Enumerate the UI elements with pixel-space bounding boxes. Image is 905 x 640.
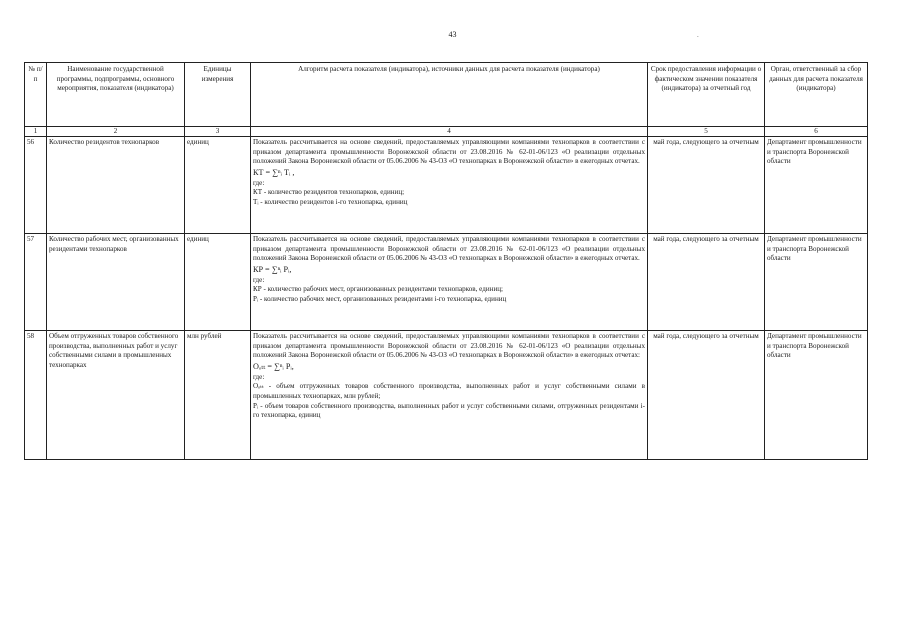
algorithm-formula: Оₒₜₜ = ∑ⁿᵢ Рᵢ, [253, 361, 294, 371]
column-number: 3 [185, 127, 251, 137]
header-deadline: Срок предоставления информации о фактическом значении показателя (индикатора) за отчетный год [648, 63, 765, 127]
header-responsible: Орган, ответственный за сбор данных для расчета показателя (индикатора) [765, 63, 868, 127]
algorithm-text: Показатель рассчитывается на основе сведений, предоставляемых управляющими компаниями технопарков в соответствии с приказом департамента промышленности Воронежской области от 23.08.2016 № 62-01-06/123 «О реализации отдельных положений Закона Воронежской области от 05.06.2006 № 43-ОЗ «О технопарках в Воронежской области» в ежегодных отчетах. [253, 235, 645, 263]
responsible-body: Департамент промышленности и транспорта Воронежской области [765, 331, 868, 460]
algorithm-formula: КР = ∑ⁿᵢ Рᵢ, [253, 264, 292, 274]
algorithm-where: где: [253, 178, 265, 187]
algorithm-where: где: [253, 372, 265, 381]
column-number: 6 [765, 127, 868, 137]
algorithm-definition: Рᵢ - объем товаров собственного производства, выполненных работ и услуг собственными силами, отгруженных резидентами i-го технопарка, единиц [253, 401, 645, 420]
indicator-deadline: май года, следующего за отчетным [648, 331, 765, 460]
indicator-table [24, 62, 868, 460]
algorithm-definition: Тᵢ - количество резидентов i-го технопарка, единиц [253, 197, 408, 206]
stray-mark: . [697, 31, 699, 39]
column-number: 1 [25, 127, 47, 137]
header-unit: Единицы измерения [185, 63, 251, 127]
table-row [25, 137, 868, 234]
row-number: 57 [25, 234, 47, 331]
algorithm-definition: КТ - количество резидентов технопарков, единиц; [253, 188, 405, 197]
indicator-unit: единиц [185, 234, 251, 331]
algorithm-text: Показатель рассчитывается на основе сведений, предоставляемых управляющими компаниями технопарков в соответствии с приказом департамента промышленности Воронежской области от 23.08.2016 № 62-01-06/123 «О реализации отдельных положений Закона Воронежской области от 05.06.2006 № 43-ОЗ «О технопарках в Воронежской области» в ежегодных отчетах. [253, 138, 645, 166]
header-number: № п/п [25, 63, 47, 127]
algorithm-definition: КР - количество рабочих мест, организованных резидентами технопарков, единиц; [253, 285, 504, 294]
header-row [25, 63, 868, 127]
indicator-unit: млн рублей [185, 331, 251, 460]
algorithm-formula: КТ = ∑ⁿᵢ Тᵢ , [253, 167, 295, 177]
column-number: 4 [251, 127, 648, 137]
header-algorithm: Алгоритм расчета показателя (индикатора), источники данных для расчета показателя (индикатора) [251, 63, 648, 127]
table-row [25, 234, 868, 331]
indicator-algorithm [251, 331, 648, 460]
indicator-deadline: май года, следующего за отчетным [648, 234, 765, 331]
indicator-deadline: май года, следующего за отчетным [648, 137, 765, 234]
column-number: 5 [648, 127, 765, 137]
responsible-body: Департамент промышленности и транспорта Воронежской области [765, 234, 868, 331]
algorithm-text: Показатель рассчитывается на основе сведений, предоставляемых управляющими компаниями технопарков в соответствии с приказом департамента промышленности Воронежской области от 23.08.2016 № 62-01-06/123 «О реализации отдельных положений Закона Воронежской области от 05.06.2006 № 43-ОЗ «О технопарках в Воронежской области» в ежегодных отчетах: [253, 332, 645, 360]
column-number: 2 [47, 127, 185, 137]
algorithm-where: где: [253, 275, 265, 284]
indicator-name: Количество рабочих мест, организованных резидентами технопарков [47, 234, 185, 331]
indicator-algorithm [251, 234, 648, 331]
algorithm-definition: Рᵢ - количество рабочих мест, организованных резидентами i-го технопарка, единиц [253, 294, 507, 303]
column-number-row [25, 127, 868, 137]
indicator-unit: единиц [185, 137, 251, 234]
header-name: Наименование государственной программы, подпрограммы, основного мероприятия, показателя (индикатора) [47, 63, 185, 127]
row-number: 56 [25, 137, 47, 234]
page-number: 43 [448, 30, 457, 39]
row-number: 58 [25, 331, 47, 460]
indicator-algorithm [251, 137, 648, 234]
indicator-name: Объем отгруженных товаров собственного производства, выполненных работ и услуг собственными силами в промышленных технопарках [47, 331, 185, 460]
responsible-body: Департамент промышленности и транспорта Воронежской области [765, 137, 868, 234]
algorithm-definition: Оₒₜₜ - объем отгруженных товаров собственного производства, выполненных работ и услуг собственными силами в промышленных технопарках, млн рублей; [253, 382, 645, 400]
indicator-name: Количество резидентов технопарков [47, 137, 185, 234]
table-row [25, 331, 868, 460]
